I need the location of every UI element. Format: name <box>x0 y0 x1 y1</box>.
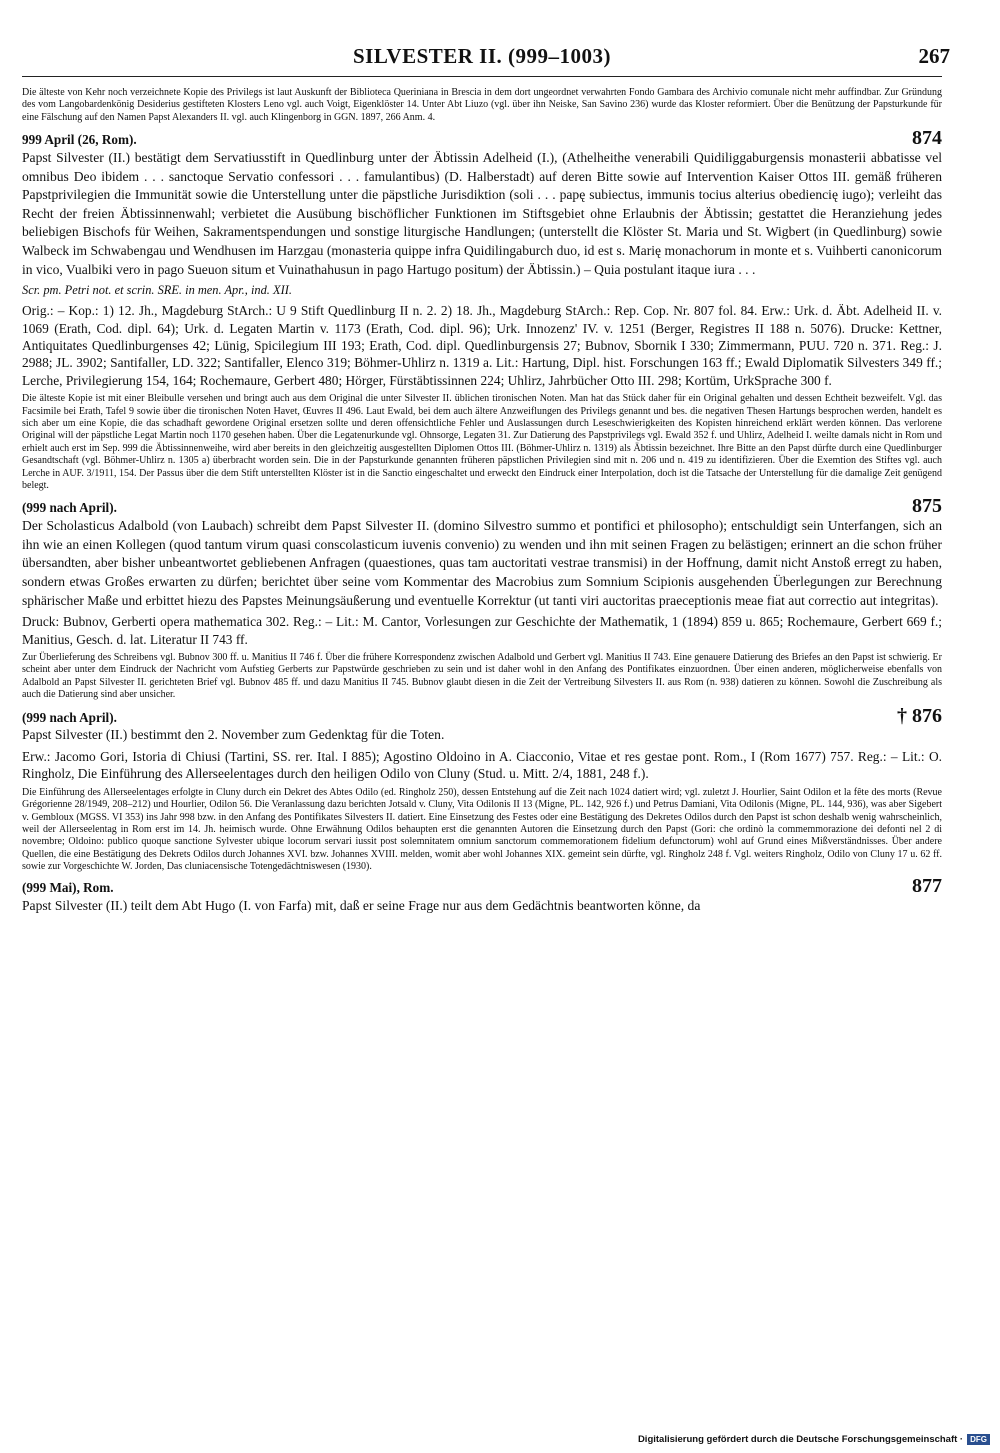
entry-874-bibliography: Orig.: – Kop.: 1) 12. Jh., Magdeburg StArch.: U 9 Stift Quedlinburg II n. 2. 2) 18. Jh., Magdeburg StArch.: Rep. Cop. Nr. 807 fol. 84. Erw.: Urk. d. Äbt. Adelheid II. v. 1069 (Erath, Cod. dipl. 64); Urk. d. Legaten Martin v. 1173 (Erath, Cod. dipl. 96); Urk. Innozenz' IV. v. 1251 (Berger, Registres II 188 n. 5076). Drucke: Kettner, Antiquitates Quedlinburgenses 42; Lünig, Spicilegium III 193; Erath, Cod. dipl. Quedlinburgensis 27; Bubnov, Sbornik I 330; Zimmermann, PUU. 720 n. 371. Reg.: J. 2988; JL. 3902; Santifaller, LD. 322; Santifaller, Elenco 319; Böhmer-Uhlirz n. 1319 a. Lit.: Hartung, Dipl. hist. Forschungen 163 ff.; Ewald Diplomatik Silvesters 349 ff.; Lerche, Privilegierung 154, 164; Rochemaure, Gerbert 480; Hörger, Fürstäbtissinnen 224; Uhlirz, Jahrbücher Otto III. 298; Kortüm, UrkSprache 300 f. <box>22 303 942 388</box>
entry-number: 877 <box>912 874 942 897</box>
page-number: 267 <box>918 44 950 68</box>
entry-875-regest: Der Scholasticus Adalbold (von Laubach) schreibt dem Papst Silvester II. (domino Silvestro summo et pontifici et philosopho); entschuldigt sein Unterfangen, sich an ihn wie an einen Kollegen (quod tantum virum quasi conscolasticum iuvenis convenio) zu wenden und ihn mit seinen Fragen zu belästigen; erinnert an die schon früher übersandten, aber bisher unbeantwortet gebliebenen Anfragen (quaestiones, quas tam auctoritati vestrae transmisi) in der Hoffnung, damit nicht Anstoß erregt zu haben, sondern etwas Großes erwarten zu dürfen; berichtet über seine vom Kommentar des Macrobius zum Somnium Scipionis ausgehenden Überlegungen zur Berechnung sphärischer Maße und erbittet hiezu des Papstes Meinungsäußerung und eventuelle Korrektur (ut tanti viri auctoritas praeceptionis meae fiat aut correctio aut integritas). <box>22 518 942 608</box>
entry-date: 999 April (26, Rom). <box>22 132 137 148</box>
entry-877-heading <box>22 874 942 897</box>
entry-876-bibliography: Erw.: Jacomo Gori, Istoria di Chiusi (Tartini, SS. rer. Ital. I 885); Agostino Oldoino in A. Ciacconio, Vitae et res gestae pont. Rom., I (Rom 1677) 757. Reg.: – Lit.: O. Ringholz, Die Einführung des Allerseelentages durch den heiligen Odilo von Cluny (Stud. u. Mitt. 2/4, 1881, 248 f.). <box>22 749 942 782</box>
dfg-logo: DFG <box>967 1434 990 1445</box>
entry-number: 875 <box>912 495 942 518</box>
entry-date: (999 nach April). <box>22 709 117 725</box>
footer-text: Digitalisierung gefördert durch die Deutsche Forschungsgemeinschaft · <box>637 1434 964 1445</box>
entry-875-note: Zur Überlieferung des Schreibens vgl. Bubnov 300 ff. u. Manitius II 746 f. Über die frühere Korrespondenz zwischen Adalbold und Gerbert vgl. Manitius II 743. Eine genauere Datierung des Briefes an den Papst ist schwierig. Er scheint aber unter dem Eindruck der Nachricht vom Aufstieg Gerberts zur Papstwürde geschrieben zu sein und ist daher wohl in den Anfang des Pontifikates einzuordnen. Über einen anderen, möglicherweise ebenfalls von Adalbold an Papst Silvester II. gerichteten Brief vgl. Bubnov 485 ff. und dazu Manitius II 745. Bubnov glaubt diesen in die Zeit der Vertreibung Silvesters II. aus Rom (n. 938) datieren zu können. Sowohl die Zuschreibung als auch die Datierung sind aber unsicher. <box>22 652 942 701</box>
entry-number: † 876 <box>897 704 942 727</box>
entry-875-heading <box>22 495 942 518</box>
entry-date: (999 nach April). <box>22 500 117 516</box>
page-header <box>22 40 950 77</box>
entry-874-heading <box>22 127 942 150</box>
entry-number: 874 <box>912 127 942 150</box>
entry-874-regest: Papst Silvester (II.) bestätigt dem Servatiusstift in Quedlinburg unter der Äbtissin Adelheid (I.), (Athelheithe venerabili Quidiliggaburgensis monasterii abbatisse vel omnibus Deo ibidem . . . sanctoque Servatio confessori . . . famulantibus) (D. Halberstadt) auf deren Bitte sowie auf Intervention Kaiser Ottos III. gemäß früheren Papstprivilegien die Immunität sowie die Unterstellung unter die päpstliche Jurisdiktion (soli . . . papę subiectus, immunis tocius alterius obediencię iugo); verleiht das Recht der freien Äbtissinnenwahl; verbietet die Ausübung bischöflicher Funktionen im Stiftsgebiet ohne Erlaubnis der Äbtissin; gestattet die Heranziehung jedes beliebigen Bischofs für Weihen, Sakramentspendungen und sonstige liturgische Handlungen; (unterstellt die Klöster St. Maria und St. Wigbert (in Quedlinburg) sowie Walbeck im Schwabengau und Wendhusen im Harzgau (monasteria quippe infra Quidilingaburch duo, id est s. Marię monachorum in monte et s. Vuihberti canonicorum in vico, Vualbiki vero in pago Sueuon situm et Vuinathahusun in pago Hartugo positum) der Äbtissin.) – Quia postulant itaque iura . . . <box>22 150 942 277</box>
entry-876-heading <box>22 704 942 727</box>
entry-875-bibliography: Druck: Bubnov, Gerberti opera mathematica 302. Reg.: – Lit.: M. Cantor, Vorlesungen zur Geschichte der Mathematik, 1 (1894) 859 u. 865; Rochemaure, Gerbert 669 f.; Manitius, Gesch. d. lat. Literatur II 743 ff. <box>22 614 942 647</box>
digitization-footer <box>638 1434 990 1445</box>
running-title: SILVESTER II. (999–1003) <box>352 44 612 68</box>
document-page <box>22 40 950 918</box>
entry-874-scr: Scr. pm. Petri not. et scrin. SRE. in men. Apr., ind. XII. <box>22 283 292 298</box>
entry-876-regest: Papst Silvester (II.) bestimmt den 2. November zum Gedenktag für die Toten. <box>22 727 445 743</box>
entry-874-note: Die älteste Kopie ist mit einer Bleibulle versehen und bringt auch aus dem Original die unter Silvester II. üblichen tironischen Noten. Man hat das Stück daher für ein Original gehalten und dessen Echtheit bezweifelt. Vgl. das Facsimile bei Erath, Tafel 9 sowie über die tironischen Noten Havet, Œuvres II 496. Laut Ewald, bei dem auch ältere Anzweiflungen des Privilegs genannt und bes. die negativen Thesen Hartungs besprochen werden, handelt es sich aber um eine Kopie, die das schadhaft gewordene Original ersetzen sollte und deren offensichtliche Fehler und Auslassungen durch Leseschwierigkeiten des Kopisten hinreichend erklärt werden können. Das verlorene Original will der päpstliche Legat Martin noch 1170 gesehen haben. Über die Legatenurkunde vgl. Ohnsorge, Legaten 31. Zur Datierung des Papstprivilegs vgl. Ewald 352 f. und Uhlirz, Adelheid I. weilte damals nicht in Rom und erhielt auch erst im Sep. 999 die Äbtissinnenweihe, wird aber bereits in den gleichzeitig ausgestellten Diplomen Ottos III. (Böhmer-Uhlirz n. 1319) als Äbtissin bezeichnet. Ihre Bitte an den Papst dürfte durch eine Quedlinburger Gesandtschaft (vgl. Böhmer-Uhlirz n. 1305 a) überbracht worden sein. Die in der Papsturkunde genannten früheren päpstlichen Privilegien sind mit n. 206 und n. 419 zu identifizieren. Über die Exemtion des Stiftes vgl. auch Lerche in AUF. 3/1911, 154. Der Passus über die dem Stift unterstellten Klöster ist in die Sanctio eingeschaltet und erweckt den Eindruck einer Interpolation, doch ist die Tatsache der Unterstellung für die damalige Zeit genügend belegt. <box>22 393 942 492</box>
entry-876-note: Die Einführung des Allerseelentages erfolgte in Cluny durch ein Dekret des Abtes Odilo (ed. Ringholz 250), dessen Entstehung auf die Zeit nach 1024 datiert wird; vgl. zuletzt J. Hourlier, Saint Odilon et la fête des morts (Revue Grégorienne 28/1949, 208–212) und Hourlier, Odilon 56. Die Veranlassung dazu berichten Jotsald v. Cluny, Vita Odilonis II 13 (Migne, PL. 142, 926 f.) und Petrus Damiani, Vita Odilonis (Migne, PL. 144, 936), was aber Sigebert v. Gembloux (MGSS. VI 353) ins Jahr 998 bzw. in den Anfang des Pontifikates Silvesters II. datiert. Eine Einsetzung des Festes oder eine Bestätigung des Dekretes Odilos durch den Papst ist schon deshalb wenig wahrscheinlich, weil der Allerseelentag in Rom erst im 14. Jh. heimisch wurde. Ohne Erwähnung Odilos behaupten erst die genannten Autoren die Einsetzung durch den Papst (Gori: che ordinò la commemmorazione dei defonti nel 2 di novembre; Oldoino: publico quoque sanctione Sylvester ubique locorum servari iussit post solemnitatem omnium sanctorum commemorationem fidelium defunctorum) wohl auf Grund eines Mißverständnisses. Über andere Quellen, die eine Bestätigung des Dekrets Odilos durch Johannes XVI. bzw. Johannes XVIII. melden, womit aber wohl Johannes XIX. gemeint sein dürfte, vgl. Ringholz 248 f. Vgl. weiters Ringholz, Odilo von Cluny 17 u. 62 ff. sowie zur Vorgeschichte W. Jorden, Das cluniacensische Totengedächtniswesen (1930). <box>22 786 942 873</box>
intro-note: Die älteste von Kehr noch verzeichnete Kopie des Privilegs ist laut Auskunft der Biblioteca Queriniana in Brescia in dem dort ungeordnet verwahrten Fondo Gambara des Archivio comunale nicht mehr auffindbar. Zur Gründung des vom Langobardenkönig Desiderius gestifteten Klosters Leno vgl. auch Voigt, Eigenklöster 14. Unter Abt Liuzo (vgl. über ihn Neiske, San Savino 236) wurde das Kloster reformiert. Über die Benützung der Papsturkunde für eine Fälschung auf den Namen Papst Alexanders II. vgl. auch Klingenborg in GGN. 1897, 266 Anm. 4. <box>22 87 942 123</box>
entry-date: (999 Mai), Rom. <box>22 879 114 895</box>
entry-877-regest: Papst Silvester (II.) teilt dem Abt Hugo (I. von Farfa) mit, daß er seine Frage nur aus dem Gedächtnis beantworten könne, da <box>22 897 701 913</box>
